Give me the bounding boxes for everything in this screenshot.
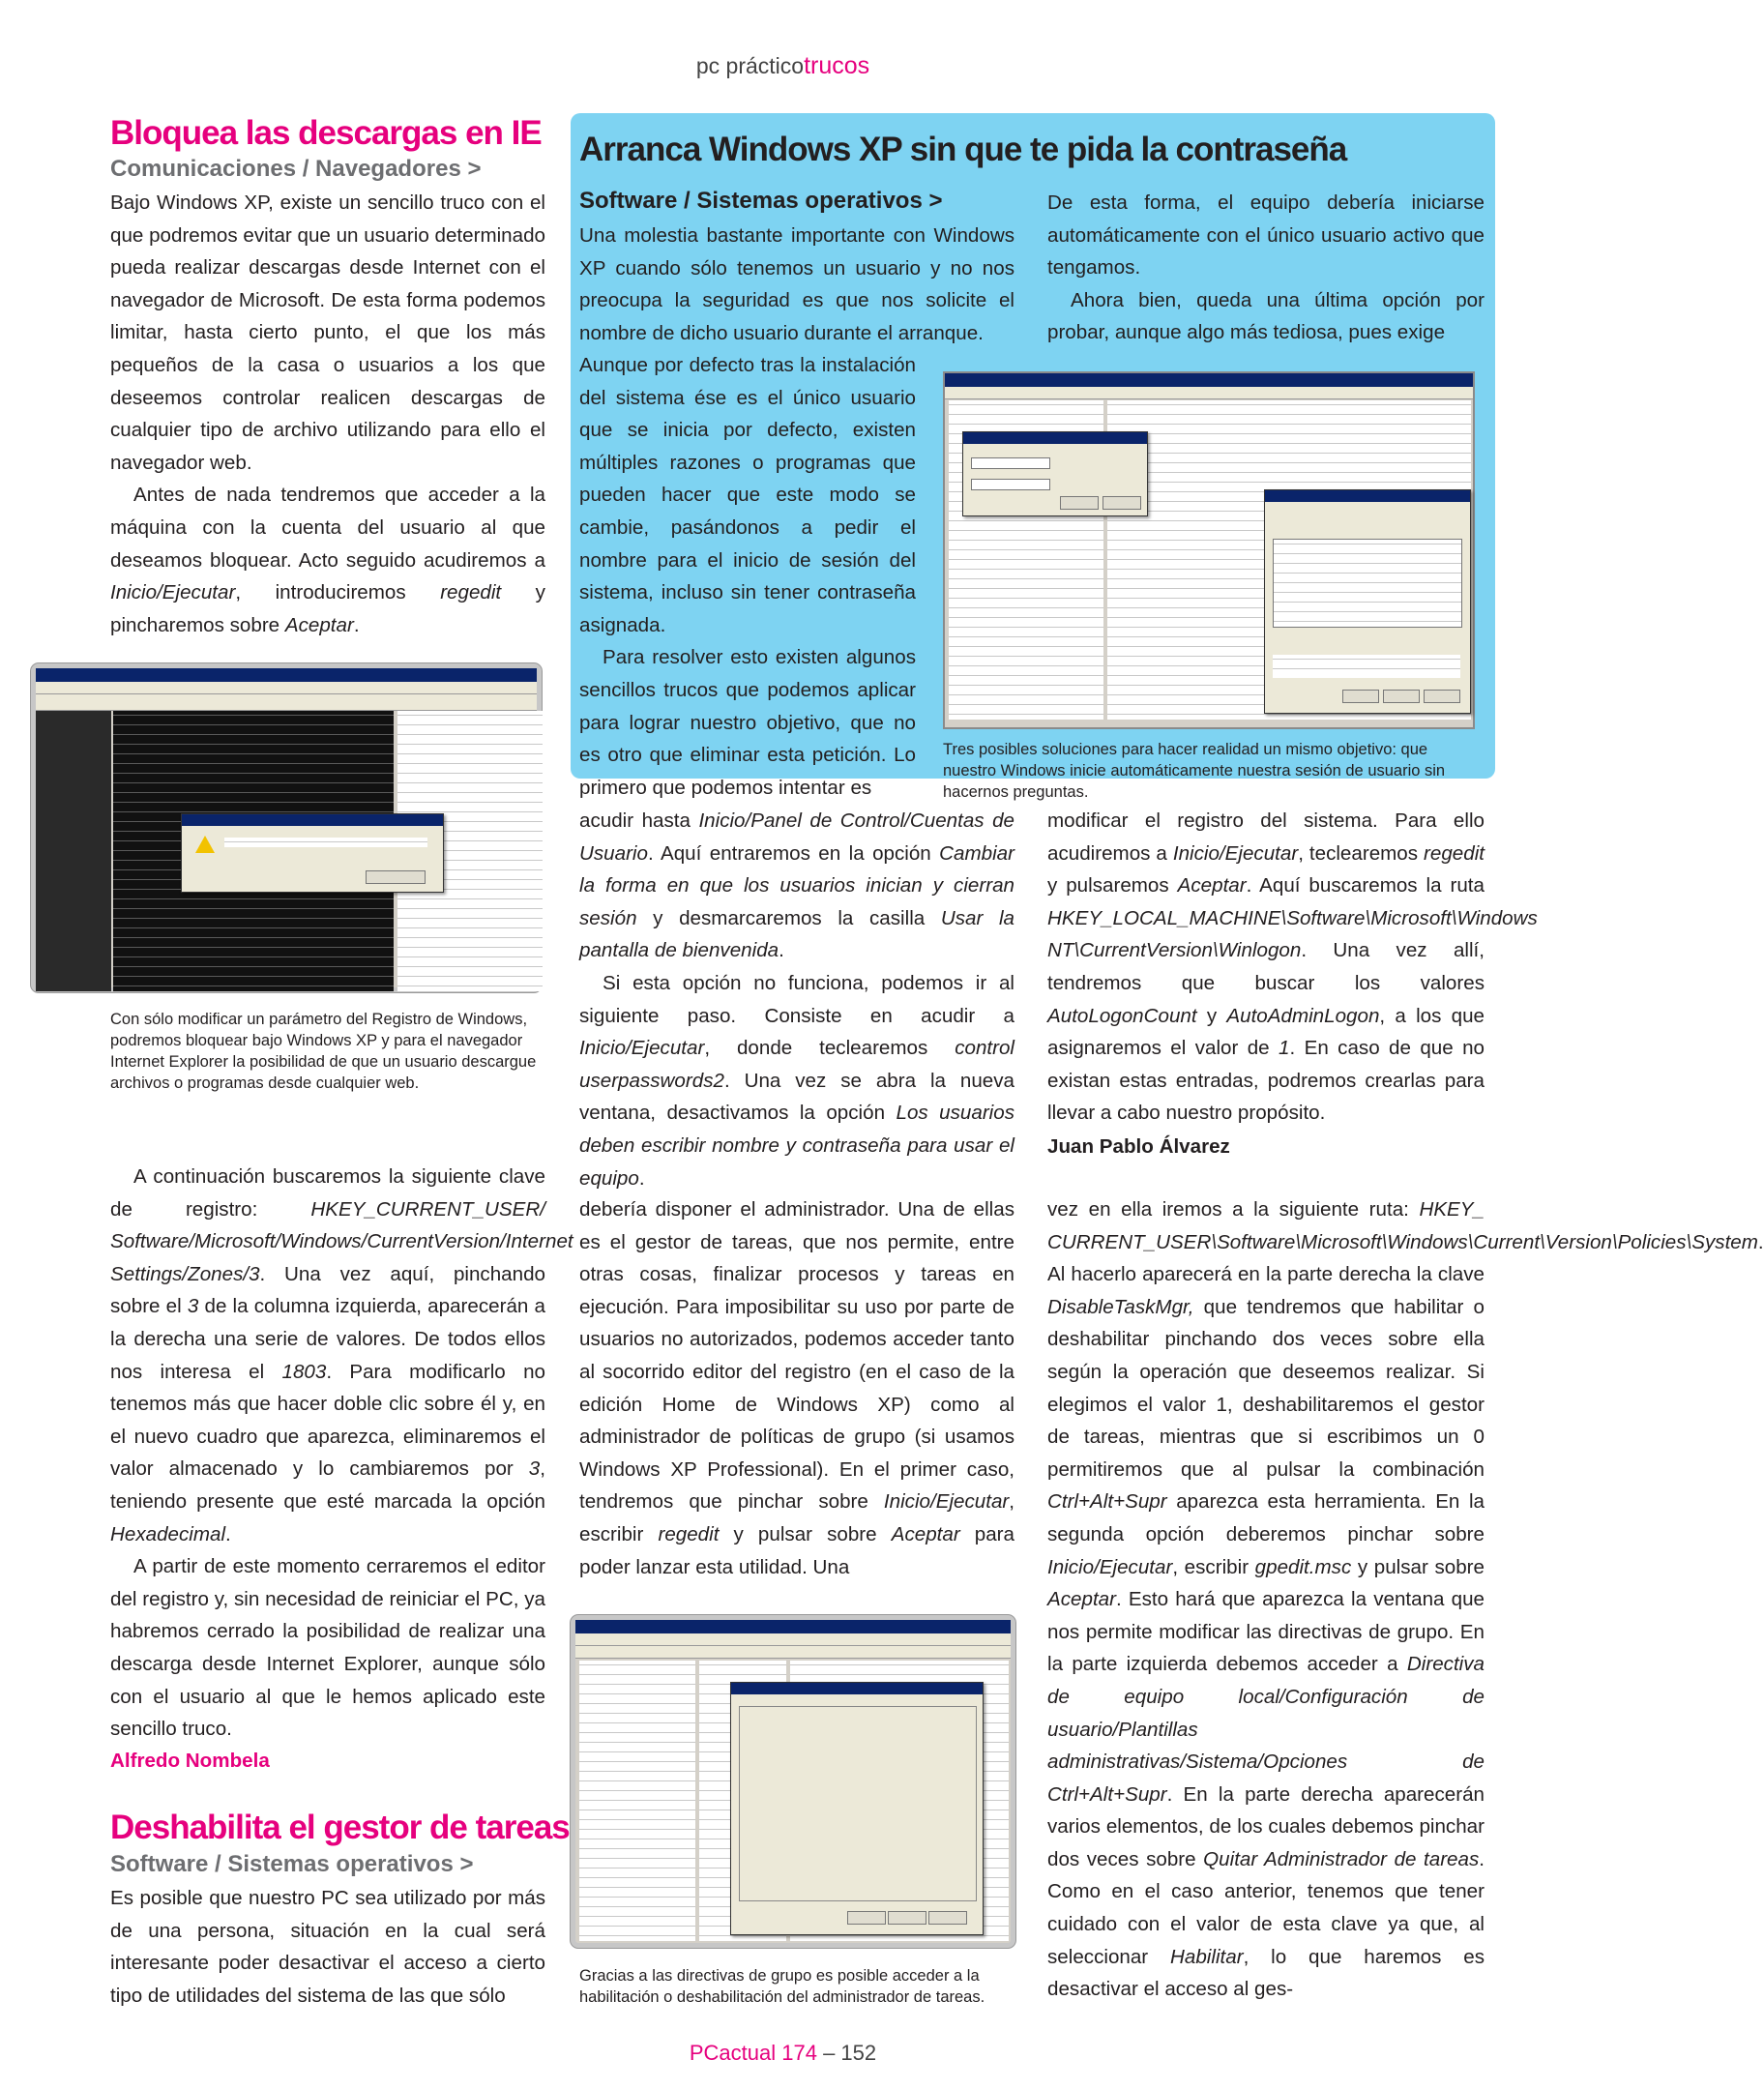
article-body-winxp-wrap [579,349,916,804]
paragraph: Si esta opción no funciona, podemos ir al siguiente paso. Consiste en acudir a Inicio/Ejecutar, donde teclearemos control userpasswords2. Una vez se abra la nueva ventana, desactivamos la opción Los usuarios deben escribir nombre y contraseña para usar el equipo. [579,971,1015,1190]
paragraph: A partir de este momento cerraremos el editor del registro y, sin necesidad de reiniciar el PC, ya habremos cerrado la posibilidad de realizar una descarga desde Internet Explorer, aunque sólo con el usuario al que le hemos aplicado este sencillo truco. [110,1555,545,1741]
article-section-winxp: Software / Sistemas operativos > [579,188,943,214]
article-body-winxp-p1 [579,220,1014,349]
caption-winxp: Tres posibles soluciones para hacer realidad un mismo objetivo: que nuestro Windows inicie automáticamente nuestra sesión de usuario sin hacernos preguntas. [943,741,1446,801]
paragraph: A continuación buscaremos la siguiente clave de registro: HKEY_CURRENT_USER/ Software/Microsoft/Windows/CurrentVersion/Internet Settings/Zones/3. Una vez aquí, pinchando sobre el 3 de la columna izquierda, aparecerán a la derecha una serie de valores. De todos ellos nos interesa el 1803. Para modificarlo no tenemos más que hacer doble clic sobre él y, en el nuevo cuadro que aparezca, eliminaremos el valor almacenado y lo cambiaremos por 3, teniendo presente que esté marcada la opción Hexadecimal. [110,1165,573,1545]
page-footer [0,2041,1566,2066]
paragraph: acudir hasta Inicio/Panel de Control/Cuentas de Usuario. Aquí entraremos en la opción Cambiar la forma en que los usuarios inician y cierran sesión y desmarcaremos la casilla Usar la pantalla de bienvenida. [579,809,1014,962]
screenshot-ie-download-blocked [31,663,542,992]
article-body-taskmgr-col2 [579,1193,1014,1583]
article-body-winxp-lower [579,805,1014,1194]
page-number: 152 [840,2041,877,2065]
header-section: pc práctico [695,53,805,78]
paragraph: Para resolver esto existen algunos sencillos trucos que podemos aplicar para lograr nuestro objetivo, que no es otro que eliminar esta petición. Lo primero que podemos intentar es [579,646,916,799]
article-title-winxp: Arranca Windows XP sin que te pida la contraseña [579,131,1347,168]
article-body-taskmgr-col3 [1047,1193,1764,2006]
paragraph: Ahora bien, queda una última opción por probar, aunque algo más tediosa, pues exige [1047,288,1485,344]
article-title-ie: Bloquea las descargas en IE [110,114,542,152]
article-section-ie: Comunicaciones / Navegadores > [110,156,482,182]
paragraph: Una molestia bastante importante con Windows XP cuando sólo tenemos un usuario y no nos preocupa la seguridad es que nos solicite el nombre de dicho usuario durante el arranque. [579,224,1014,344]
article-body-winxp-col2-top [1047,187,1485,349]
paragraph: modificar el registro del sistema. Para ello acudiremos a Inicio/Ejecutar, teclearemos regedit y pulsaremos Aceptar. Aquí buscaremos la ruta HKEY_LOCAL_MACHINE\Software\Microsoft\Windows NT\CurrentVersion\Winlogon. Una vez allí, tendremos que buscar los valores AutoLogonCount y AutoAdminLogon, a los que asignaremos el valor de 1. En caso de que no existan estas entradas, podremos crearlas para llevar a cabo nuestro propósito. [1047,809,1538,1125]
article-body-ie-bottom [110,1161,573,1746]
paragraph: De esta forma, el equipo debería iniciarse automáticamente con el único usuario activo que tengamos. [1047,191,1485,280]
article-body-taskmgr-col1 [110,1882,545,2012]
author-ie: Alfredo Nombela [110,1750,270,1772]
footer-magazine: PCactual 174 [689,2041,817,2065]
paragraph: Bajo Windows XP, existe un sencillo truco con el que podremos evitar que un usuario determinado pueda realizar descargas desde Internet con el navegador de Microsoft. De esta forma podemos limitar, hasta cierto punto, el que los más pequeños de la casa o usuarios a los que deseemos controlar realicen descargas de cualquier tipo de archivo utilizando para ello el navegador web. [110,191,545,474]
article-body-ie-top [110,187,545,641]
article-title-taskmgr: Deshabilita el gestor de tareas [110,1809,570,1846]
running-header [0,52,1566,80]
paragraph: vez en ella iremos a la siguiente ruta: HKEY_ CURRENT_USER\Software\Microsoft\Windows\Current\Version\Policies\System. Al hacerlo aparecerá en la parte derecha la clave DisableTaskMgr, que tendremos que habilitar o deshabilitar pinchando dos veces sobre ella según la operación que deseemos realizar. Si elegimos el valor 1, deshabilitaremos el gestor de tareas, mientras que si escribimos un 0 permitiremos que al pulsar la combinación Ctrl+Alt+Supr aparezca esta herramienta. En la segunda opción deberemos pinchar sobre Inicio/Ejecutar, escribir gpedit.msc y pulsar sobre Aceptar. Esto hará que aparezca la ventana que nos permite modificar las directivas de grupo. En la parte izquierda debemos acceder a Directiva de equipo local/Configuración de usuario/Plantillas administrativas/Sistema/Opciones de Ctrl+Alt+Supr. En la parte derecha aparecerán varios elementos, de los cuales debemos pinchar dos veces sobre Quitar Administrador de tareas. Como en el caso anterior, tenemos que tener cuidado con el valor de esta clave ya que, al seleccionar Habilitar, lo que haremos es desactivar el acceso al ges- [1047,1198,1764,2001]
header-category: trucos [804,52,870,79]
paragraph: debería disponer el administrador. Una de ellas es el gestor de tareas, que nos permite, entre otras cosas, finalizar procesos y tareas en ejecución. Para imposibilitar su uso por parte de usuarios no autorizados, podemos acceder tanto al socorrido editor del registro (en el caso de la edición Home de Windows XP) como al administrador de políticas de grupo (si usamos Windows XP Professional). En el primer caso, tendremos que pinchar sobre Inicio/Ejecutar, escribir regedit y pulsar sobre Aceptar para poder lanzar esta utilidad. Una [579,1198,1014,1578]
caption-taskmgr: Gracias a las directivas de grupo es posible acceder a la habilitación o deshabilitación del administrador de tareas. [579,1967,985,2006]
article-section-taskmgr: Software / Sistemas operativos > [110,1851,474,1877]
paragraph: Antes de nada tendremos que acceder a la máquina con la cuenta del usuario al que deseamos bloquear. Acto seguido acudiremos a Inicio/Ejecutar, introduciremos regedit y pincharemos sobre Aceptar. [110,484,545,636]
paragraph: Es posible que nuestro PC sea utilizado por más de una persona, situación en la cual será interesante poder desactivar el acceso a cierto tipo de utilidades del sistema de las que sólo [110,1887,545,2007]
paragraph: Aunque por defecto tras la instalación del sistema ése es el único usuario que se inicia por defecto, existen múltiples razones o programas que pueden hacer que este modo se cambie, pasándonos a pedir el nombre para el inicio de sesión del sistema, incluso sin tener contraseña asignada. [579,354,916,636]
article-body-winxp-col2-bottom [1047,805,1538,1130]
footer-separator: – [816,2041,841,2065]
screenshot-registry-winlogon [943,371,1475,729]
author-winxp: Juan Pablo Álvarez [1047,1135,1230,1158]
caption-ie: Con sólo modificar un parámetro del Registro de Windows, podremos bloquear bajo Windows XP y para el navegador Internet Explorer la posibilidad de que un usuario descargue archivos o programas desde cualquier web. [110,1011,537,1092]
screenshot-group-policy [571,1615,1015,1948]
